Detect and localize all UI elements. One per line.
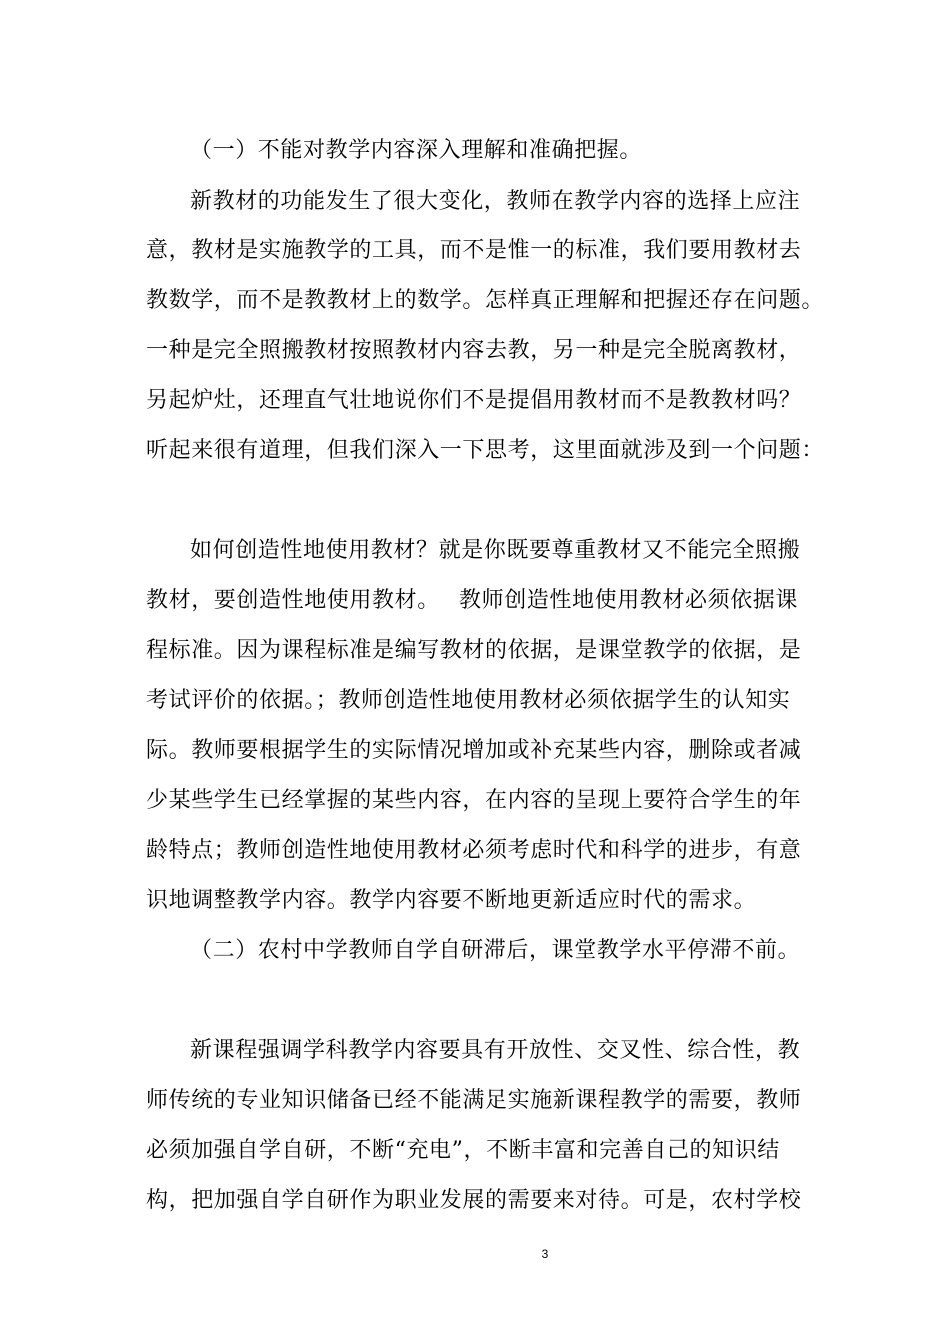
section-heading-2: （二）农村中学教师自学自研滞后，课堂教学水平停滞不前。 xyxy=(190,938,801,963)
paragraph-1-line-5: 另起炉灶，还理直气壮地说你们不是提倡用教材而不是教教材吗？ xyxy=(146,388,802,413)
paragraph-1-line-4: 一种是完全照搬教材按照教材内容去教，另一种是完全脱离教材， xyxy=(146,338,802,363)
paragraph-2-line-6: 少某些学生已经掌握的某些内容，在内容的呈现上要符合学生的年 xyxy=(146,788,802,813)
paragraph-2-line-4: 考试评价的依据。；教师创造性地使用教材必须依据学生的认知实 xyxy=(146,688,791,713)
paragraph-3-line-3: 必须加强自学自研，不断“充电”，不断丰富和完善自己的知识结 xyxy=(146,1138,780,1163)
page-number: 3 xyxy=(541,1247,549,1261)
paragraph-3-line-1: 新课程强调学科教学内容要具有开放性、交叉性、综合性，教 xyxy=(190,1038,801,1063)
paragraph-1-line-6: 听起来很有道理，但我们深入一下思考，这里面就涉及到一个问题： xyxy=(146,438,825,463)
paragraph-3-line-2: 师传统的专业知识储备已经不能满足实施新课程教学的需要，教师 xyxy=(146,1088,802,1113)
paragraph-1-line-2: 意，教材是实施教学的工具，而不是惟一的标准，我们要用教材去 xyxy=(146,238,802,263)
paragraph-2-line-7: 龄特点；教师创造性地使用教材必须考虑时代和科学的进步，有意 xyxy=(146,838,802,863)
section-heading-1: （一）不能对教学内容深入理解和准确把握。 xyxy=(190,138,643,163)
paragraph-2-line-2: 教材，要创造性地使用教材。 教师创造性地使用教材必须依据课 xyxy=(146,588,798,613)
paragraph-2-line-8: 识地调整教学内容。教学内容要不断地更新适应时代的需求。 xyxy=(146,888,757,913)
paragraph-3-line-4: 构，把加强自学自研作为职业发展的需要来对待。可是，农村学校 xyxy=(146,1188,802,1213)
paragraph-2-line-5: 际。教师要根据学生的实际情况增加或补充某些内容，删除或者减 xyxy=(146,738,802,763)
paragraph-1-line-1: 新教材的功能发生了很大变化，教师在教学内容的选择上应注 xyxy=(190,189,801,214)
paragraph-2-line-3: 程标准。因为课程标准是编写教材的依据，是课堂教学的依据，是 xyxy=(146,638,802,663)
paragraph-1-line-3: 教数学，而不是教教材上的数学。怎样真正理解和把握还存在问题。 xyxy=(146,288,825,313)
paragraph-2-line-1: 如何创造性地使用教材？就是你既要尊重教材又不能完全照搬 xyxy=(190,538,801,563)
